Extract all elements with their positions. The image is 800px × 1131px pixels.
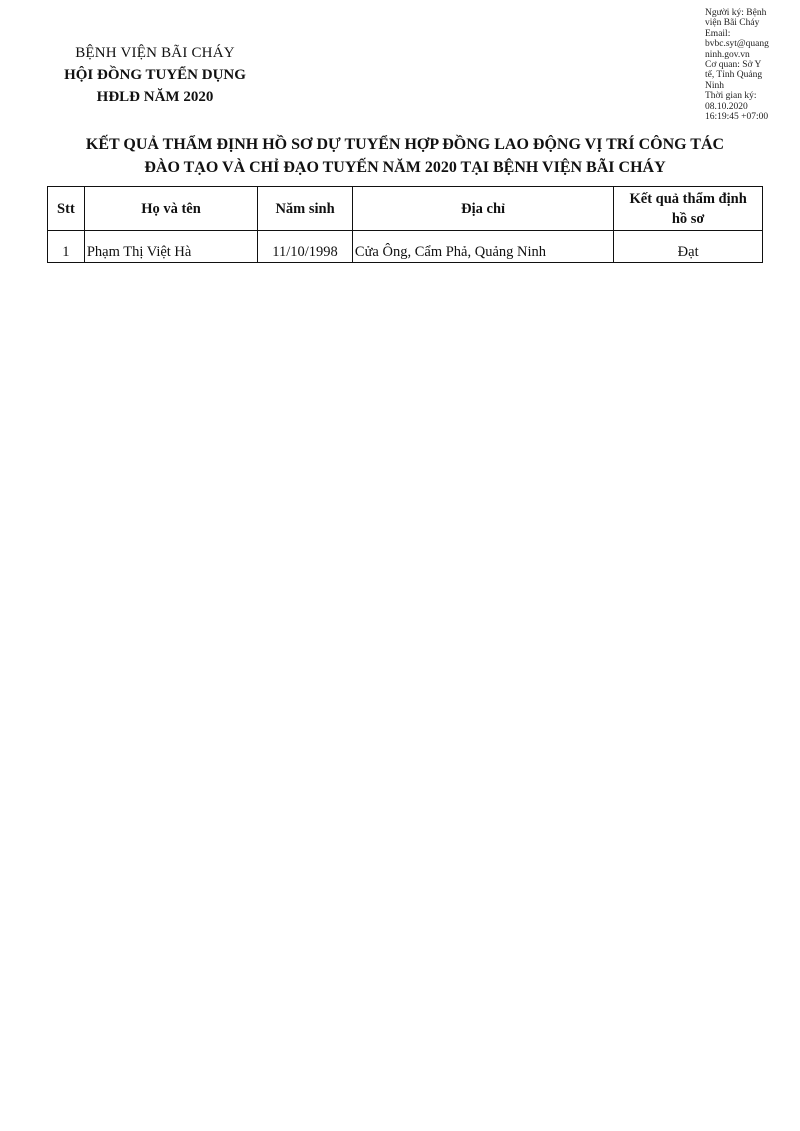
header-result-line-2: hồ sơ <box>671 210 705 227</box>
header-birth-year: Năm sinh <box>258 187 353 231</box>
table-row <box>48 231 763 263</box>
header-result <box>614 187 763 231</box>
signature-line: 08.10.2020 <box>705 101 748 112</box>
signature-line: ninh.gov.vn <box>705 49 750 60</box>
signature-line: Email: <box>705 28 731 39</box>
document-title <box>40 133 770 179</box>
table-header-row <box>48 187 763 231</box>
council-name: HỘI ĐỒNG TUYỂN DỤNG <box>64 67 246 83</box>
cell-stt: 1 <box>48 231 85 263</box>
digital-signature-block <box>705 8 785 122</box>
signature-line: Cơ quan: Sở Y <box>705 60 762 71</box>
title-line-2: ĐÀO TẠO VÀ CHỈ ĐẠO TUYẾN NĂM 2020 TẠI BỆNH VIỆN BÃI CHÁY <box>144 159 666 176</box>
signature-line: Người ký: Bệnh <box>705 8 767 18</box>
result-table <box>47 186 763 263</box>
cell-result: Đạt <box>614 231 763 263</box>
cell-birth-year: 11/10/1998 <box>258 231 353 263</box>
header-result-line-1: Kết quả thẩm định <box>629 190 747 207</box>
signature-line: Thời gian ký: <box>705 91 757 102</box>
title-line-1: KẾT QUẢ THẨM ĐỊNH HỒ SƠ DỰ TUYỂN HỢP ĐỒNG LAO ĐỘNG VỊ TRÍ CÔNG TÁC <box>85 136 725 153</box>
header-stt: Stt <box>48 187 85 231</box>
signature-line: Ninh <box>705 80 724 91</box>
document-code: HĐLĐ NĂM 2020 <box>96 89 214 105</box>
signature-line: viện Bãi Cháy <box>705 18 760 29</box>
hospital-name: BỆNH VIỆN BÃI CHÁY <box>75 45 235 61</box>
cell-address: Cửa Ông, Cẩm Phả, Quảng Ninh <box>352 231 613 263</box>
organization-header <box>40 42 270 108</box>
signature-line: bvbc.syt@quang <box>705 39 769 50</box>
header-address: Địa chỉ <box>352 187 613 231</box>
cell-name: Phạm Thị Việt Hà <box>84 231 257 263</box>
signature-line: 16:19:45 +07:00 <box>705 112 769 123</box>
signature-line: tế, Tỉnh Quảng <box>705 70 763 81</box>
header-name: Họ và tên <box>84 187 257 231</box>
